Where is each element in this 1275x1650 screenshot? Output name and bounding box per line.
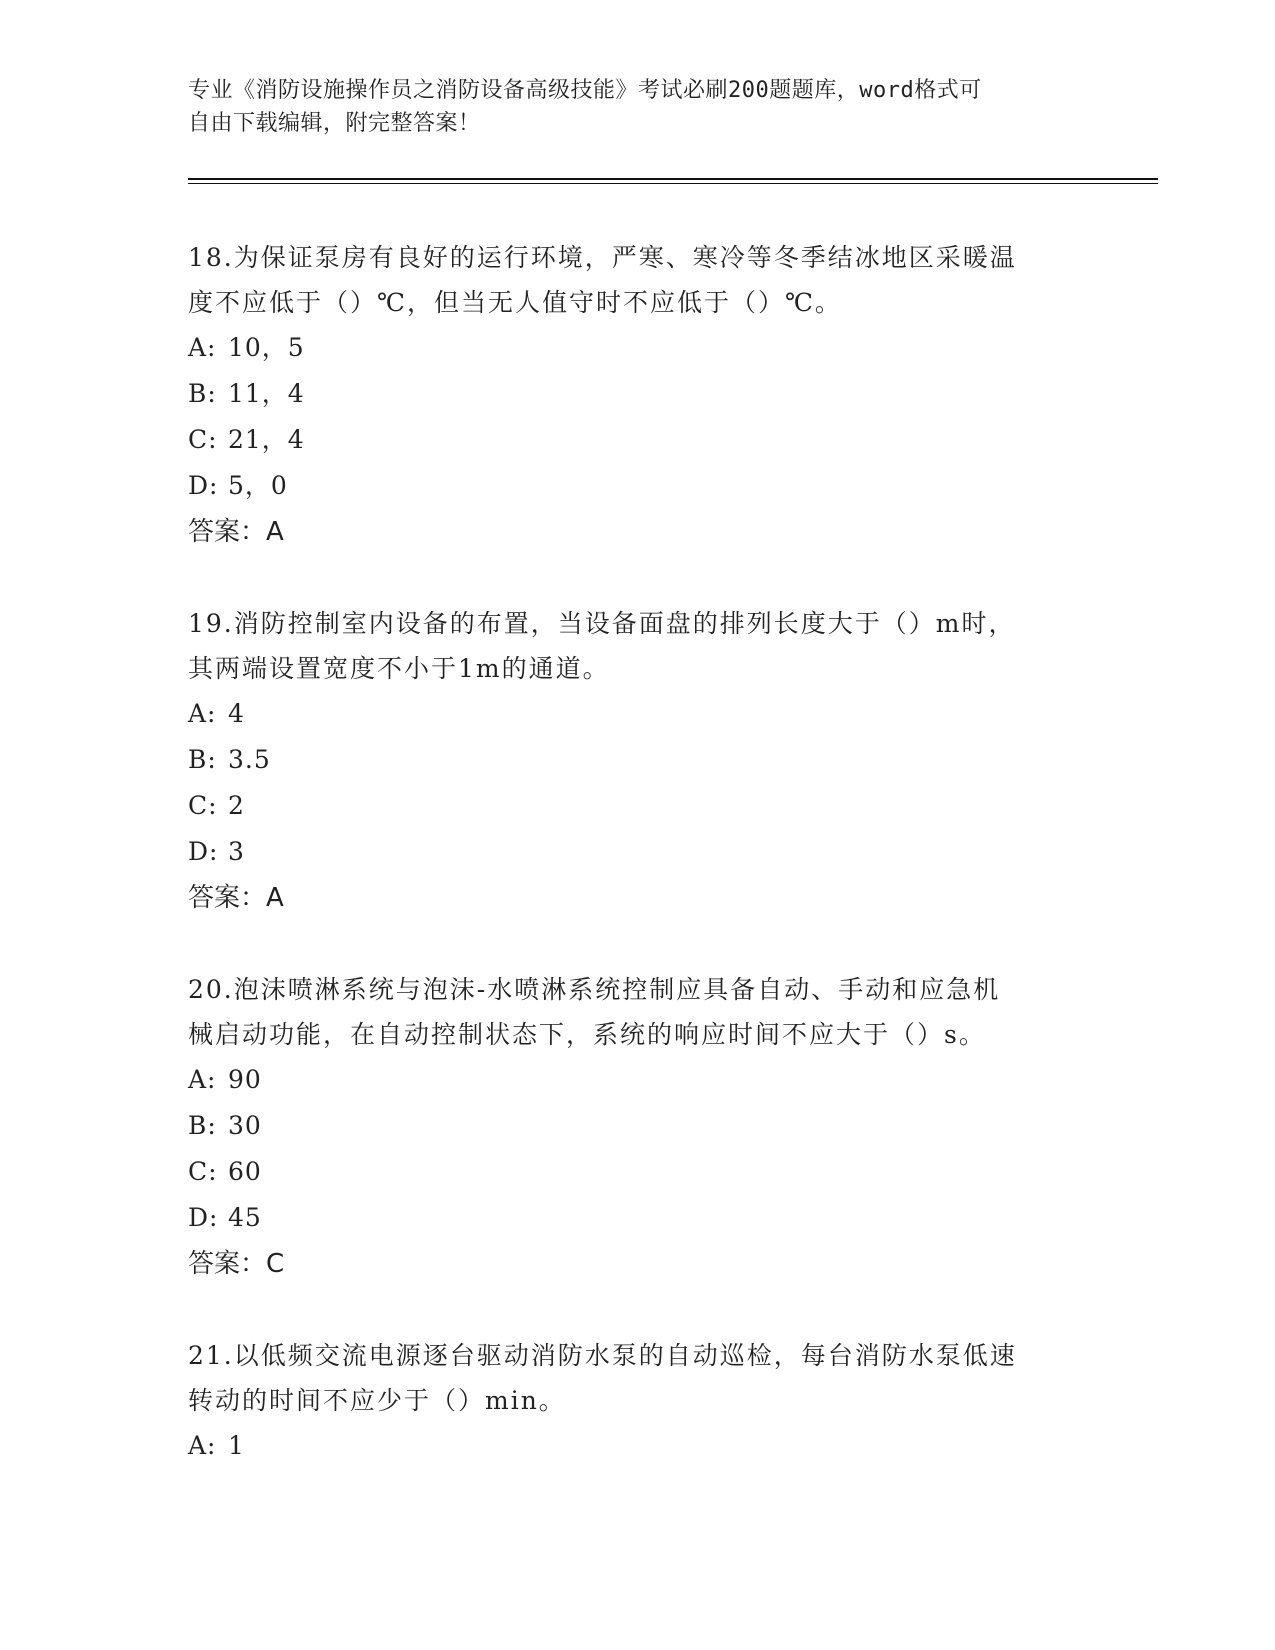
option-c <box>188 417 1088 463</box>
option-d <box>188 463 1088 509</box>
question-text-line-1: 20.泡沫喷淋系统与泡沫-水喷淋系统控制应具备自动、手动和应急机 <box>188 975 1001 1004</box>
option-label: C: <box>188 1157 218 1186</box>
option-label: A: <box>188 333 217 362</box>
option-value: 21，4 <box>228 425 305 454</box>
option-label: C: <box>188 425 218 454</box>
question-text-line-2: 转动的时间不应少于（）min。 <box>188 1386 566 1415</box>
question-20 <box>188 967 1088 1287</box>
header-divider-thin <box>188 183 1158 184</box>
option-label: D: <box>188 837 219 866</box>
option-label: D: <box>188 471 219 500</box>
option-label: B: <box>188 1111 217 1140</box>
question-text-line-1: 21.以低频交流电源逐台驱动消防水泵的自动巡检，每台消防水泵低速 <box>188 1341 1017 1370</box>
option-b <box>188 737 1088 783</box>
option-value: 3.5 <box>228 745 271 774</box>
option-b <box>188 371 1088 417</box>
option-a <box>188 1423 1088 1469</box>
question-text-line-2: 度不应低于（）℃，但当无人值守时不应低于（）℃。 <box>188 288 842 317</box>
header-line-1: 专业《消防设施操作员之消防设备高级技能》考试必刷200题题库，word格式可 <box>188 78 982 103</box>
option-a <box>188 1057 1088 1103</box>
question-text-line-1: 19.消防控制室内设备的布置，当设备面盘的排列长度大于（）m时， <box>188 609 1016 638</box>
option-d <box>188 829 1088 875</box>
option-label: A: <box>188 1065 217 1094</box>
question-text-line-2: 其两端设置宽度不小于1m的通道。 <box>188 654 610 683</box>
option-b <box>188 1103 1088 1149</box>
option-value: 30 <box>228 1111 262 1140</box>
option-value: 45 <box>228 1203 262 1232</box>
option-label: B: <box>188 745 217 774</box>
answer-line: 答案：A <box>188 883 284 913</box>
option-value: 11，4 <box>228 379 305 408</box>
question-19 <box>188 601 1088 921</box>
option-label: D: <box>188 1203 219 1232</box>
option-label: B: <box>188 379 217 408</box>
question-18 <box>188 235 1088 555</box>
option-value: 10，5 <box>228 333 305 362</box>
question-text-line-1: 18.为保证泵房有良好的运行环境，严寒、寒冷等冬季结冰地区采暖温 <box>188 243 1017 272</box>
option-label: C: <box>188 791 218 820</box>
option-value: 90 <box>228 1065 262 1094</box>
option-value: 1 <box>228 1431 245 1460</box>
option-a <box>188 691 1088 737</box>
option-c <box>188 1149 1088 1195</box>
option-value: 60 <box>228 1157 262 1186</box>
option-d <box>188 1195 1088 1241</box>
option-value: 4 <box>228 699 245 728</box>
option-c <box>188 783 1088 829</box>
answer-line: 答案：A <box>188 517 284 547</box>
option-value: 3 <box>228 837 245 866</box>
answer-line: 答案：C <box>188 1249 285 1279</box>
option-value: 2 <box>228 791 245 820</box>
option-label: A: <box>188 1431 217 1460</box>
option-label: A: <box>188 699 217 728</box>
document-header <box>188 74 1088 140</box>
question-21 <box>188 1333 1088 1469</box>
header-divider-thick <box>188 178 1158 180</box>
option-value: 5，0 <box>228 471 288 500</box>
header-line-2: 自由下载编辑，附完整答案！ <box>188 111 481 136</box>
option-a <box>188 325 1088 371</box>
question-text-line-2: 械启动功能，在自动控制状态下，系统的响应时间不应大于（）s。 <box>188 1020 986 1049</box>
